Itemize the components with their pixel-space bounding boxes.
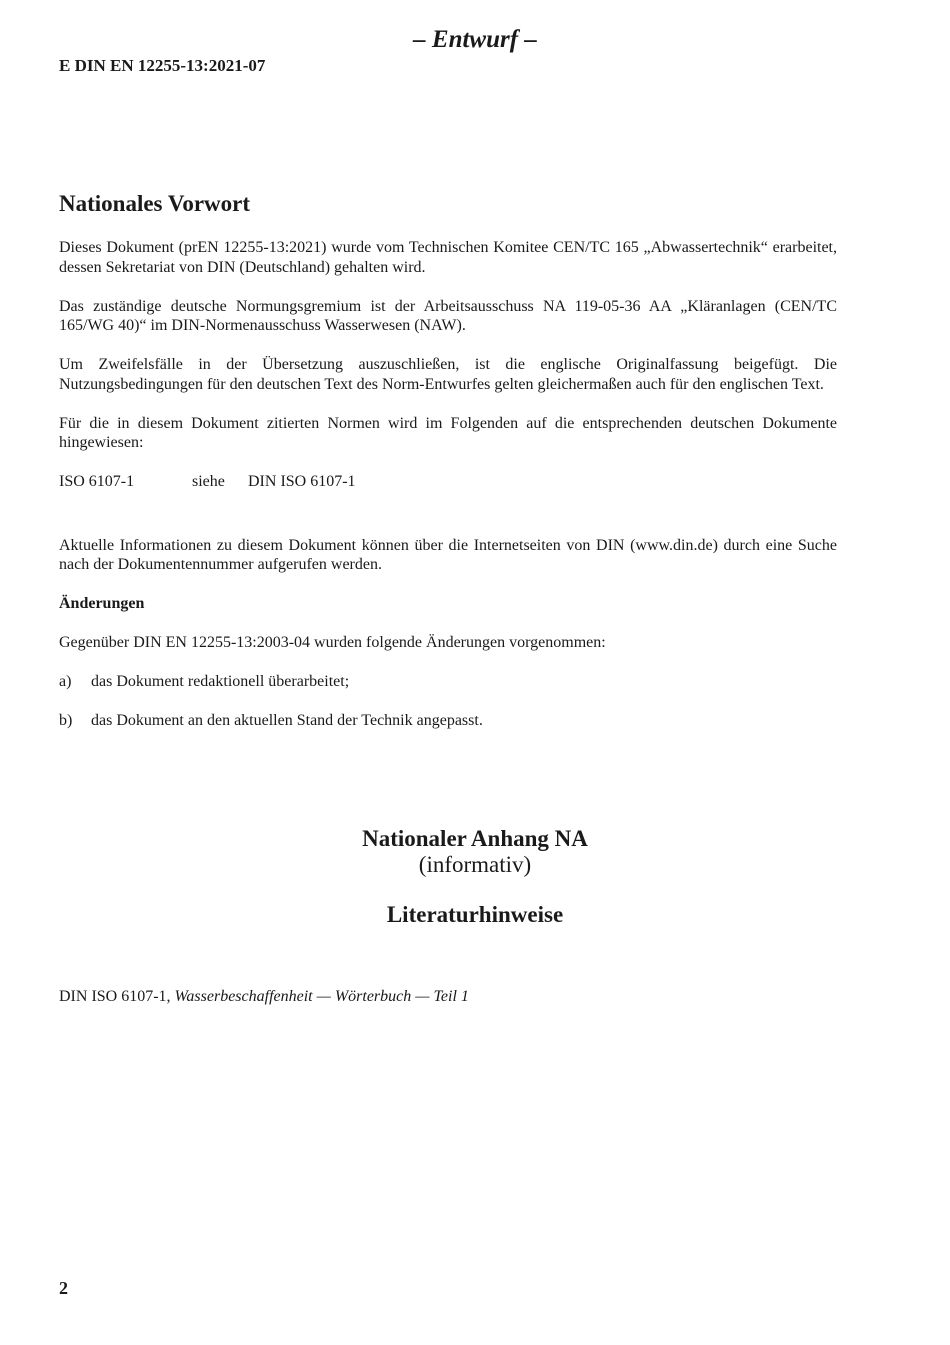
changes-intro: Gegenüber DIN EN 12255-13:2003-04 wurden folgende Änderungen vorgenommen: — [59, 634, 606, 651]
foreword-paragraph-3: Um Zweifelsfälle in der Übersetzung auszuschließen, ist die englische Originalfassung beigefügt. Die Nutzungsbedingungen für den deutschen Text des Norm-Entwurfes gelten gleichermaßen auch für den englischen Text. — [59, 356, 837, 393]
list-marker: a) — [59, 673, 72, 690]
annex-title: Nationaler Anhang NA — [362, 826, 588, 851]
draft-mark: – Entwurf – — [413, 26, 537, 53]
see-label: siehe — [192, 473, 225, 490]
foreword-paragraph-2: Das zuständige deutsche Normungsgremium ist der Arbeitsausschuss NA 119-05-36 AA „Kläranlagen (CEN/TC 165/WG 40)“ im DIN-Normenausschuss Wasserwesen (NAW). — [59, 297, 837, 334]
page-number: 2 — [59, 1278, 68, 1298]
bibliography-ref: DIN ISO 6107-1, — [59, 988, 175, 1005]
list-item — [59, 711, 837, 731]
international-norm: ISO 6107-1 — [59, 473, 135, 490]
foreword-title: Nationales Vorwort — [59, 191, 251, 216]
list-item — [59, 672, 837, 692]
annex-subtitle: (informativ) — [418, 852, 532, 877]
document-id: E DIN EN 12255-13:2021-07 — [59, 56, 266, 75]
bibliography-entry — [59, 988, 469, 1006]
literature-title: Literaturhinweise — [386, 902, 564, 927]
annex-heading-block — [0, 826, 950, 928]
foreword-paragraph-1: Dieses Dokument (prEN 12255-13:2021) wurde vom Technischen Komitee CEN/TC 165 „Abwassertechnik“ erarbeitet, dessen Sekretariat von DIN (Deutschland) gehalten wird. — [59, 239, 837, 276]
changes-heading: Änderungen — [59, 595, 145, 612]
list-text: das Dokument redaktionell überarbeitet; — [91, 673, 350, 690]
norm-reference-row — [59, 472, 837, 492]
foreword-paragraph-4: Für die in diesem Dokument zitierten Normen wird im Folgenden auf die entsprechenden deutschen Dokumente hingewiesen: — [59, 414, 837, 451]
list-text: das Dokument an den aktuellen Stand der Technik angepasst. — [91, 712, 483, 729]
foreword-section — [59, 190, 837, 750]
national-norm: DIN ISO 6107-1 — [248, 473, 356, 490]
bibliography-title: Wasserbeschaffenheit — Wörterbuch — Teil 1 — [174, 988, 469, 1005]
list-marker: b) — [59, 712, 73, 729]
info-paragraph: Aktuelle Informationen zu diesem Dokument können über die Internetseiten von DIN (www.din.de) durch eine Suche nach der Dokumentennummer aufgerufen werden. — [59, 536, 837, 573]
